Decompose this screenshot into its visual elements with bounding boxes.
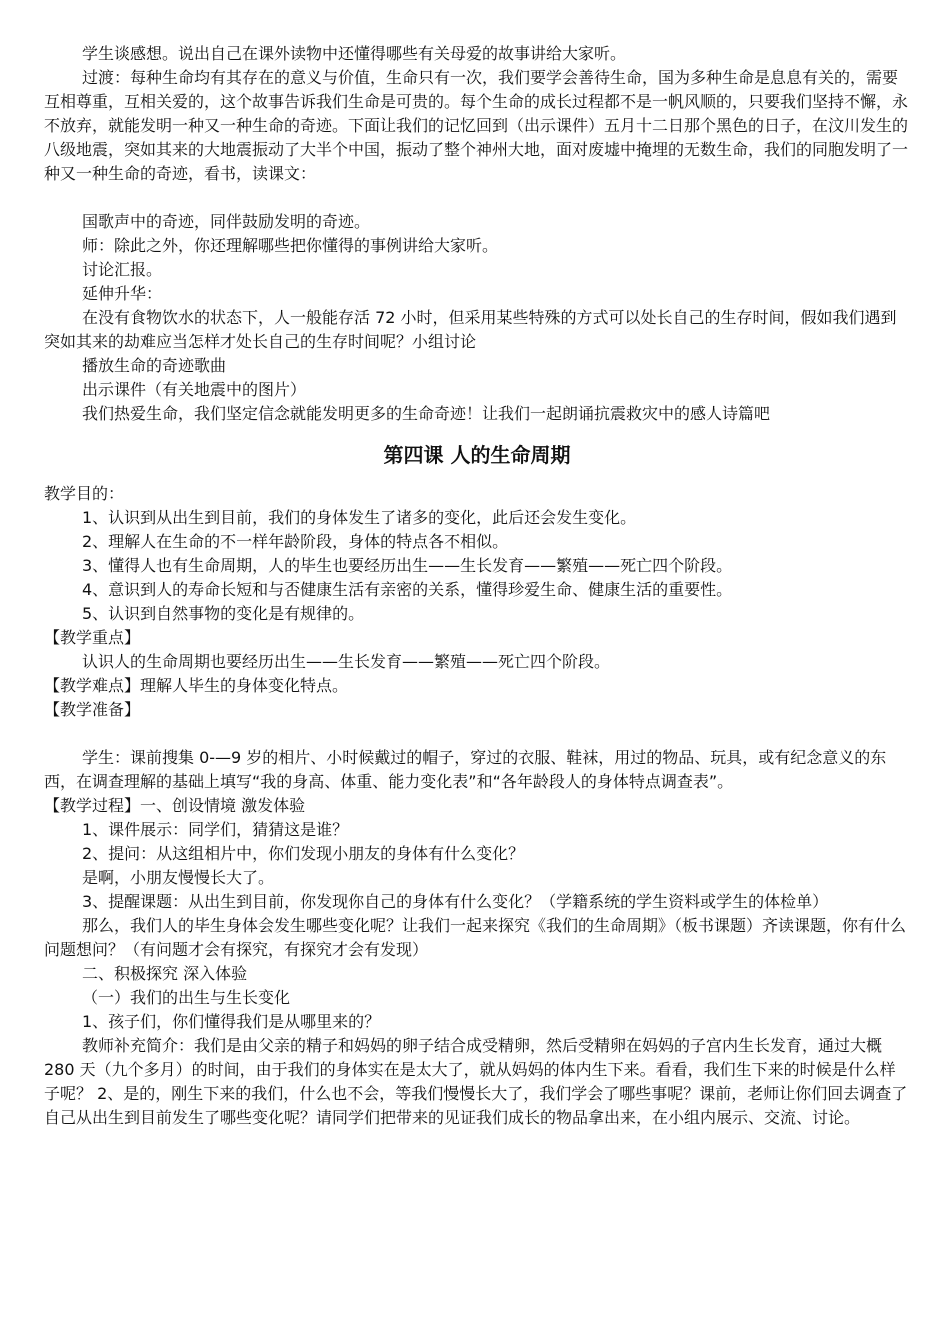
prep-text: 学生：课前搜集 0-—9 岁的相片、小时候戴过的帽子，穿过的衣服、鞋袜，用过的物品、玩具，或有纪念意义的东西，在调查理解的基础上填写“我的身高、体重、能力变化表”和“各年龄段人的身体特点调查表”。 bbox=[44, 748, 887, 791]
paragraph: 出示课件（有关地震中的图片） bbox=[82, 380, 307, 399]
process-step: 1、课件展示：同学们，猜猜这是谁？ bbox=[82, 820, 349, 839]
process-heading: 【教学过程】一、创设情境 激发体验 bbox=[44, 796, 306, 815]
prep-heading: 【教学准备】 bbox=[44, 700, 141, 719]
paragraph: 延伸升华： bbox=[82, 284, 163, 303]
paragraph: 国歌声中的奇迹，同伴鼓励发明的奇迹。 bbox=[82, 212, 371, 231]
goals-heading: 教学目的： bbox=[44, 484, 125, 503]
key-text: 认识人的生命周期也要经历出生——生长发育——繁殖——死亡四个阶段。 bbox=[82, 652, 611, 671]
process-step: 教师补充简介：我们是由父亲的精子和妈妈的卵子结合成受精卵，然后受精卵在妈妈的子宫内生长发育，通过大概 280 天（九个多月）的时间，由于我们的身体实在是太大了，就从妈妈的体内生下来。看看，我们生下来的时候是什么样子呢？ 2、是的，刚生下来的我们，什么也不会，等我们慢慢长大了，我们学会了哪些事呢？课前，老师让你们回去调查了自己从出生到目前发生了哪些变化呢？请同学们把带来的见证我们成长的物品拿出来，在小组内展示、交流、讨论。 bbox=[44, 1036, 908, 1127]
document-page bbox=[44, 42, 910, 1130]
process-step: （一）我们的出生与生长变化 bbox=[82, 988, 291, 1007]
difficulty-line: 【教学难点】理解人毕生的身体变化特点。 bbox=[44, 676, 349, 695]
process-step: 1、孩子们，你们懂得我们是从哪里来的？ bbox=[82, 1012, 381, 1031]
process-step: 二、积极探究 深入体验 bbox=[82, 964, 248, 983]
lesson-title: 第四课 人的生命周期 bbox=[383, 443, 571, 467]
goal-item: 1、认识到从出生到目前，我们的身体发生了诸多的变化，此后还会发生变化。 bbox=[82, 508, 637, 527]
paragraph: 播放生命的奇迹歌曲 bbox=[82, 356, 227, 375]
paragraph: 在没有食物饮水的状态下，人一般能存活 72 小时，但采用某些特殊的方式可以处长自己的生存时间，假如我们遇到突如其来的劫难应当怎样才处长自己的生存时间呢？小组讨论 bbox=[44, 308, 897, 351]
goal-item: 4、意识到人的寿命长短和与否健康生活有亲密的关系，懂得珍爱生命、健康生活的重要性。 bbox=[82, 580, 733, 599]
paragraph: 过渡：每种生命均有其存在的意义与价值，生命只有一次，我们要学会善待生命，国为多种生命是息息有关的，需要互相尊重，互相关爱的，这个故事告诉我们生命是可贵的。每个生命的成长过程都不是一帆风顺的，只要我们坚持不懈，永不放弃，就能发明一种又一种生命的奇迹。下面让我们的记忆回到（出示课件）五月十二日那个黑色的日子，在汶川发生的八级地震，突如其来的大地震振动了大半个中国，振动了整个神州大地，面对废墟中掩埋的无数生命，我们的同胞发明了一种又一种生命的奇迹，看书，读课文： bbox=[44, 68, 909, 183]
process-step: 3、提醒课题：从出生到目前，你发现你自己的身体有什么变化？（学籍系统的学生资料或学生的体检单） bbox=[82, 892, 829, 911]
goal-item: 3、懂得人也有生命周期，人的毕生也要经历出生——生长发育——繁殖——死亡四个阶段。 bbox=[82, 556, 733, 575]
process-step: 是啊，小朋友慢慢长大了。 bbox=[82, 868, 275, 887]
paragraph: 学生谈感想。说出自己在课外读物中还懂得哪些有关母爱的故事讲给大家听。 bbox=[82, 44, 627, 63]
process-step: 那么，我们人的毕生身体会发生哪些变化呢？让我们一起来探究《我们的生命周期》（板书课题）齐读课题，你有什么问题想问？（有问题才会有探究，有探究才会有发现） bbox=[44, 916, 907, 959]
paragraph: 我们热爱生命，我们坚定信念就能发明更多的生命奇迹！让我们一起朗诵抗震救灾中的感人诗篇吧 bbox=[82, 404, 771, 423]
paragraph: 讨论汇报。 bbox=[82, 260, 163, 279]
process-step: 2、提问：从这组相片中，你们发现小朋友的身体有什么变化？ bbox=[82, 844, 525, 863]
spacer bbox=[44, 722, 910, 746]
spacer bbox=[44, 186, 910, 210]
goal-item: 5、认识到自然事物的变化是有规律的。 bbox=[82, 604, 365, 623]
key-heading: 【教学重点】 bbox=[44, 628, 141, 647]
goal-item: 2、理解人在生命的不一样年龄阶段，身体的特点各不相似。 bbox=[82, 532, 509, 551]
paragraph: 师：除此之外，你还理解哪些把你懂得的事例讲给大家听。 bbox=[82, 236, 499, 255]
